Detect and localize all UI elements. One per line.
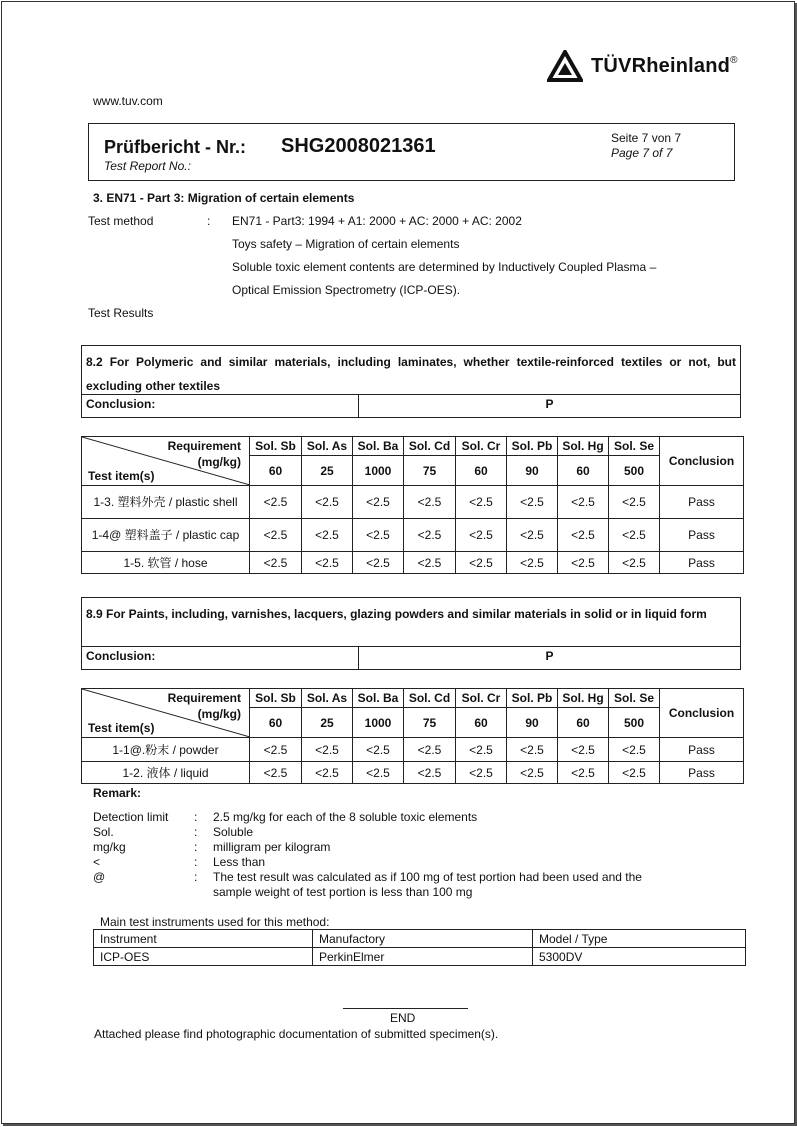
remark-value: milligram per kilogram <box>213 840 331 854</box>
table-cell: ICP-OES <box>94 948 313 966</box>
table-header-row <box>94 930 746 948</box>
material-conclusion-row <box>82 646 740 669</box>
remark-value: Soluble <box>213 825 254 839</box>
table-row <box>82 486 744 519</box>
result-value: <2.5 <box>302 552 353 574</box>
tuv-triangle-icon <box>547 50 583 82</box>
limit-value: 60 <box>558 456 609 486</box>
column-header: Instrument <box>94 930 313 948</box>
remark-value: Less than <box>213 855 266 869</box>
remark-value-continued: sample weight of test portion is less than 100 mg <box>213 885 473 899</box>
remark-key: @ <box>93 870 106 884</box>
result-value: <2.5 <box>250 519 302 552</box>
result-value: <2.5 <box>404 762 456 784</box>
test-item: 1-4@ 塑料盖子 / plastic cap <box>82 519 250 552</box>
conclusion-value: P <box>545 649 554 663</box>
limit-value: 60 <box>250 456 302 486</box>
element-header: Sol. Cd <box>404 437 456 456</box>
column-header: Model / Type <box>533 930 746 948</box>
conclusion-header: Conclusion <box>660 689 744 738</box>
material-group-title: 8.9 For Paints, including, varnishes, lacquers, glazing powders and similar materials in solid or in liquid form <box>86 607 707 621</box>
results-table <box>81 436 744 574</box>
unit-label: (mg/kg) <box>197 455 241 469</box>
test-item-label: Test item(s) <box>88 721 155 735</box>
test-item: 1-2. 液体 / liquid <box>82 762 250 784</box>
result-value: <2.5 <box>404 738 456 762</box>
result-value: <2.5 <box>353 552 404 574</box>
report-header-box <box>88 123 735 181</box>
test-results-label: Test Results <box>88 306 154 320</box>
limit-value: 25 <box>302 456 353 486</box>
limit-value: 60 <box>558 708 609 738</box>
page-indicator-de: Seite 7 von 7 <box>611 131 682 145</box>
instruments-title: Main test instruments used for this method: <box>100 915 330 929</box>
result-value: <2.5 <box>302 738 353 762</box>
test-item-label: Test item(s) <box>88 469 155 483</box>
table-row <box>82 552 744 574</box>
element-header: Sol. Sb <box>250 437 302 456</box>
element-header: Sol. Hg <box>558 437 609 456</box>
result-value: <2.5 <box>353 519 404 552</box>
result-value: <2.5 <box>353 486 404 519</box>
element-header: Sol. As <box>302 437 353 456</box>
element-header: Sol. Pb <box>507 437 558 456</box>
table-cell: PerkinElmer <box>313 948 533 966</box>
result-value: <2.5 <box>302 519 353 552</box>
limit-value: 25 <box>302 708 353 738</box>
result-value: <2.5 <box>302 762 353 784</box>
row-conclusion: Pass <box>660 552 744 574</box>
material-conclusion-row <box>82 394 740 417</box>
row-conclusion: Pass <box>660 519 744 552</box>
report-number-label-en: Test Report No.: <box>104 159 191 173</box>
result-value: <2.5 <box>250 486 302 519</box>
website-url: www.tuv.com <box>93 94 163 108</box>
remark-colon: : <box>194 840 198 854</box>
row-conclusion: Pass <box>660 762 744 784</box>
result-value: <2.5 <box>558 738 609 762</box>
element-header: Sol. Sb <box>250 689 302 708</box>
test-item: 1-3. 塑料外壳 / plastic shell <box>82 486 250 519</box>
element-header: Sol. Pb <box>507 689 558 708</box>
limit-value: 1000 <box>353 456 404 486</box>
header-diagonal-cell <box>82 689 250 738</box>
result-value: <2.5 <box>302 486 353 519</box>
result-value: <2.5 <box>507 519 558 552</box>
remark-value: The test result was calculated as if 100 mg of test portion had been used and the <box>213 870 642 884</box>
result-value: <2.5 <box>250 738 302 762</box>
result-value: <2.5 <box>507 486 558 519</box>
limit-value: 90 <box>507 708 558 738</box>
remark-value: 2.5 mg/kg for each of the 8 soluble toxic elements <box>213 810 478 824</box>
result-value: <2.5 <box>558 552 609 574</box>
element-header: Sol. Se <box>609 437 660 456</box>
result-value: <2.5 <box>456 738 507 762</box>
test-item: 1-1@.粉末 / powder <box>82 738 250 762</box>
limit-value: 75 <box>404 456 456 486</box>
limit-value: 75 <box>404 708 456 738</box>
attached-note: Attached please find photographic documentation of submitted specimen(s). <box>94 1027 499 1041</box>
result-value: <2.5 <box>507 552 558 574</box>
instruments-table <box>93 929 746 966</box>
result-value: <2.5 <box>558 519 609 552</box>
row-conclusion: Pass <box>660 738 744 762</box>
table-row <box>82 738 744 762</box>
test-method-line: Soluble toxic element contents are determined by Inductively Coupled Plasma – <box>232 260 657 274</box>
remark-colon: : <box>194 870 198 884</box>
conclusion-label: Conclusion: <box>82 647 359 669</box>
result-value: <2.5 <box>609 762 660 784</box>
report-number-label: Prüfbericht - Nr.: <box>104 137 247 157</box>
remark-key: < <box>93 855 101 869</box>
element-header: Sol. Cd <box>404 689 456 708</box>
result-value: <2.5 <box>404 519 456 552</box>
limit-value: 60 <box>456 456 507 486</box>
remark-key: Sol. <box>93 825 114 839</box>
unit-label: (mg/kg) <box>197 707 241 721</box>
element-header: Sol. Ba <box>353 437 404 456</box>
test-method-line: Optical Emission Spectrometry (ICP-OES). <box>232 283 461 297</box>
requirement-label: Requirement <box>167 439 241 453</box>
element-header: Sol. As <box>302 689 353 708</box>
test-item: 1-5. 软管 / hose <box>82 552 250 574</box>
page-indicator-en: Page 7 of 7 <box>611 146 673 160</box>
result-value: <2.5 <box>404 552 456 574</box>
result-value: <2.5 <box>250 552 302 574</box>
result-value: <2.5 <box>456 762 507 784</box>
table-row <box>82 519 744 552</box>
result-value: <2.5 <box>250 762 302 784</box>
material-group-box <box>81 597 741 670</box>
remark-colon: : <box>194 855 198 869</box>
test-method-label: Test method <box>88 214 154 228</box>
limit-value: 1000 <box>353 708 404 738</box>
limit-value: 500 <box>609 456 660 486</box>
result-value: <2.5 <box>558 486 609 519</box>
conclusion-header: Conclusion <box>660 437 744 486</box>
remark-title: Remark: <box>93 786 142 800</box>
result-value: <2.5 <box>353 762 404 784</box>
test-method-line: Toys safety – Migration of certain elements <box>232 237 460 251</box>
material-group-title: 8.2 For Polymeric and similar materials, including laminates, whether textile-reinforced textiles or not, but excluding other textiles <box>86 355 736 393</box>
material-group-box <box>81 345 741 418</box>
tuv-logo <box>547 50 738 82</box>
result-value: <2.5 <box>456 552 507 574</box>
result-value: <2.5 <box>609 486 660 519</box>
result-value: <2.5 <box>456 519 507 552</box>
end-marker: END <box>390 1011 416 1025</box>
conclusion-label: Conclusion: <box>82 395 359 417</box>
limit-value: 500 <box>609 708 660 738</box>
test-method-colon: : <box>207 214 211 228</box>
column-header: Manufactory <box>313 930 533 948</box>
end-divider <box>343 1008 468 1009</box>
result-value: <2.5 <box>456 486 507 519</box>
result-value: <2.5 <box>609 519 660 552</box>
result-value: <2.5 <box>507 762 558 784</box>
element-header: Sol. Hg <box>558 689 609 708</box>
result-value: <2.5 <box>404 486 456 519</box>
remark-key: mg/kg <box>93 840 126 854</box>
element-header: Sol. Ba <box>353 689 404 708</box>
requirement-label: Requirement <box>167 691 241 705</box>
limit-value: 60 <box>250 708 302 738</box>
results-table <box>81 688 744 784</box>
section-title: 3. EN71 - Part 3: Migration of certain elements <box>93 191 355 205</box>
remark-colon: : <box>194 810 198 824</box>
conclusion-value: P <box>545 397 554 411</box>
table-row <box>82 762 744 784</box>
limit-value: 60 <box>456 708 507 738</box>
result-value: <2.5 <box>507 738 558 762</box>
tuv-wordmark: TÜVRheinland® <box>591 54 738 77</box>
header-diagonal-cell <box>82 437 250 486</box>
limit-value: 90 <box>507 456 558 486</box>
result-value: <2.5 <box>558 762 609 784</box>
element-header: Sol. Cr <box>456 437 507 456</box>
element-header: Sol. Cr <box>456 689 507 708</box>
test-method-line: EN71 - Part3: 1994 + A1: 2000 + AC: 2000 + AC: 2002 <box>232 214 522 228</box>
remark-key: Detection limit <box>93 810 169 824</box>
remark-colon: : <box>194 825 198 839</box>
result-value: <2.5 <box>609 738 660 762</box>
report-number: SHG2008021361 <box>281 135 436 157</box>
table-row <box>94 948 746 966</box>
row-conclusion: Pass <box>660 486 744 519</box>
result-value: <2.5 <box>609 552 660 574</box>
element-header: Sol. Se <box>609 689 660 708</box>
result-value: <2.5 <box>353 738 404 762</box>
table-cell: 5300DV <box>533 948 746 966</box>
